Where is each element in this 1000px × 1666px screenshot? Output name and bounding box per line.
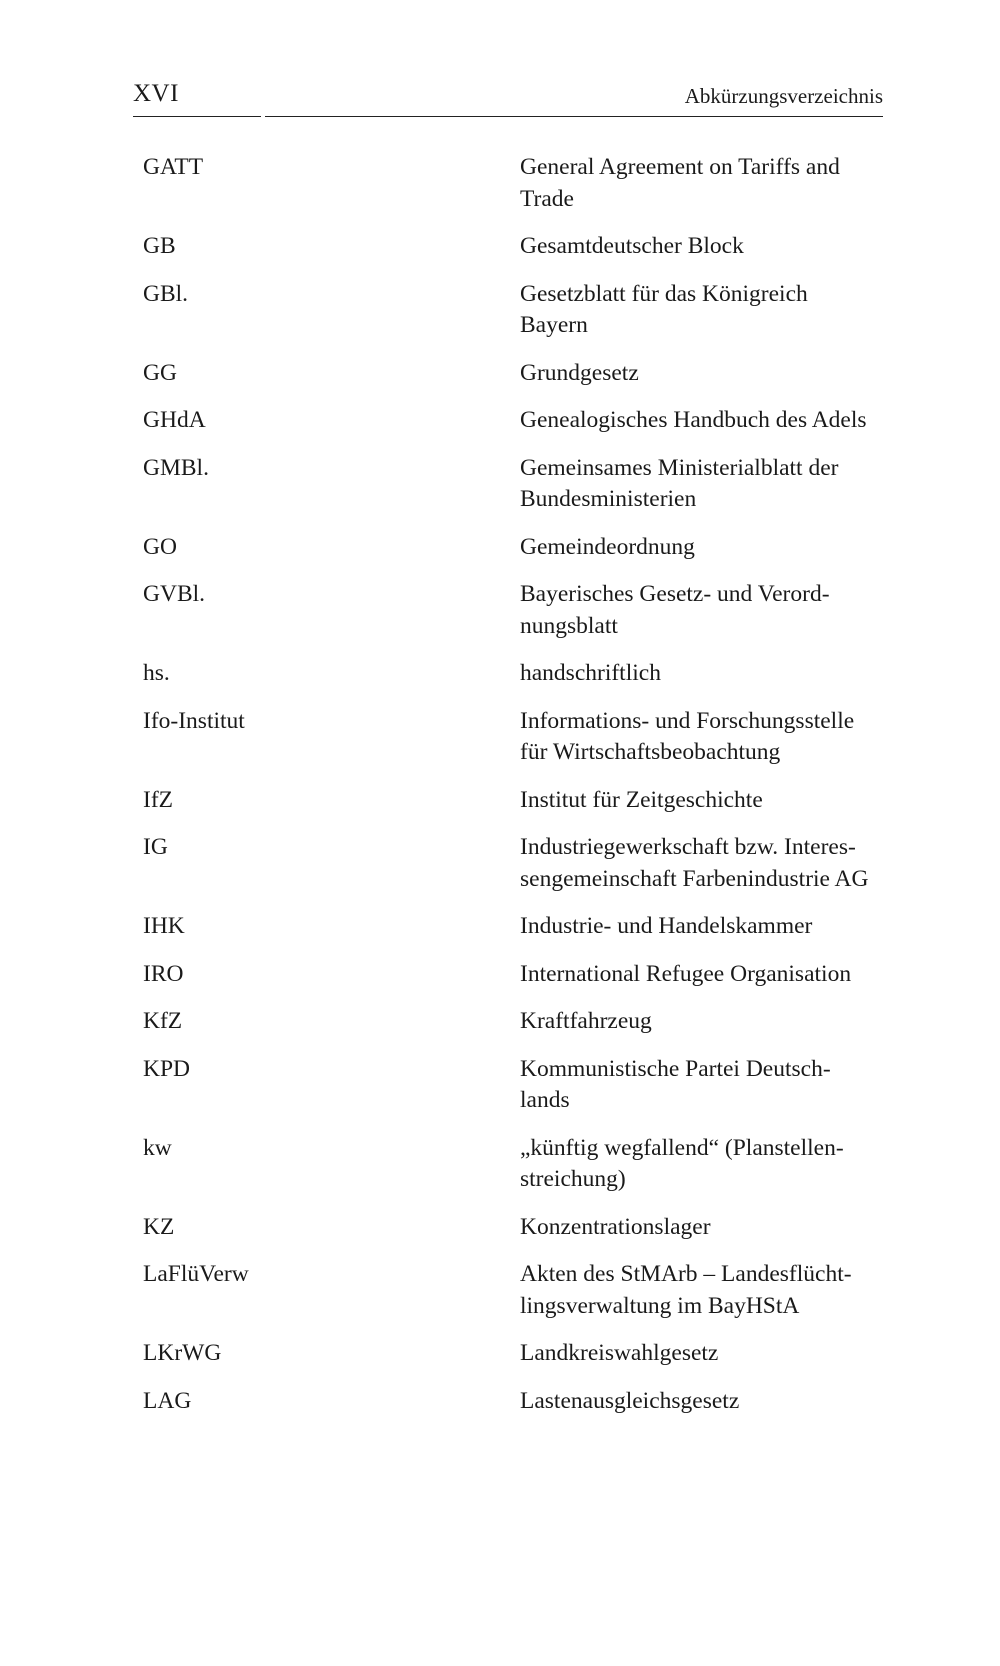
abbreviation-term: KZ [143, 1213, 175, 1240]
abbreviation-term: kw [143, 1134, 172, 1161]
abbreviation-term: IHK [143, 913, 185, 939]
abbreviation-term: GO [143, 533, 177, 560]
abbreviation-definition: Konzentrationslager [520, 1213, 711, 1240]
abbreviation-definition: Informations- und Forschungsstelle für Wirtschaftsbeobachtung [520, 707, 855, 765]
abbreviation-entry [143, 1259, 888, 1322]
abbreviation-definition: Institut für Zeitgeschichte [520, 786, 763, 813]
abbreviation-entry [143, 706, 888, 769]
abbreviation-term: Ifo-Institut [143, 707, 245, 734]
abbreviation-term: GBl. [143, 280, 189, 307]
abbreviation-definition: Landkreiswahlgesetz [520, 1340, 719, 1366]
abbreviation-entry [143, 152, 888, 215]
abbreviation-entry [143, 1133, 888, 1196]
header-rule-left [133, 116, 261, 117]
abbreviation-entry [143, 405, 888, 437]
abbreviation-entry [143, 231, 888, 263]
abbreviation-entry [143, 358, 888, 390]
abbreviation-term: GHdA [143, 407, 206, 433]
abbreviation-entry [143, 1386, 888, 1418]
abbreviation-entry [143, 911, 888, 943]
abbreviation-definition: handschriftlich [520, 660, 661, 686]
abbreviation-term: IfZ [143, 786, 174, 813]
abbreviation-entry [143, 959, 888, 991]
abbreviation-entry [143, 453, 888, 516]
abbreviation-entry [143, 579, 888, 642]
abbreviation-term: GATT [143, 154, 204, 180]
abbreviation-term: GG [143, 359, 177, 386]
abbreviation-entry [143, 1338, 888, 1370]
abbreviation-definition: Gemeinsames Ministerialblatt der Bundesministerien [520, 454, 839, 512]
abbreviation-definition: Industriegewerkschaft bzw. Interes- sengemeinschaft Farbenindustrie AG [520, 834, 869, 892]
abbreviation-definition: Bayerisches Gesetz- und Verord- nungsblatt [520, 581, 830, 639]
abbreviation-definition: Industrie- und Handelskammer [520, 913, 813, 939]
abbreviation-definition: International Refugee Organisation [520, 960, 852, 987]
running-title: Abkürzungsverzeichnis [684, 84, 883, 108]
abbreviation-entry [143, 658, 888, 690]
abbreviation-definition: Kommunistische Partei Deutsch- lands [520, 1055, 831, 1113]
page-header [133, 78, 883, 118]
page-number: XVI [133, 80, 179, 107]
abbreviation-definition: Genealogisches Handbuch des Adels [520, 407, 867, 433]
abbreviation-definition: Gesetzblatt für das Königreich Bayern [520, 280, 808, 338]
abbreviation-definition: „künftig wegfallend“ (Planstellen- streichung) [520, 1134, 844, 1192]
abbreviation-entry [143, 832, 888, 895]
abbreviation-term: KfZ [143, 1008, 183, 1034]
header-rule-right [265, 116, 883, 117]
abbreviation-definition: Grundgesetz [520, 359, 639, 386]
abbreviation-term: LAG [143, 1387, 192, 1414]
abbreviation-entry [143, 279, 888, 342]
abbreviation-definition: Lastenausgleichsgesetz [520, 1387, 740, 1414]
abbreviation-term: IG [143, 834, 168, 860]
abbreviation-term: LKrWG [143, 1340, 222, 1366]
abbreviation-entry [143, 532, 888, 564]
abbreviation-entry [143, 1006, 888, 1038]
abbreviation-entry [143, 1054, 888, 1117]
abbreviation-entry [143, 785, 888, 817]
abbreviation-definition: Kraftfahrzeug [520, 1008, 652, 1034]
abbreviation-term: GMBl. [143, 454, 209, 481]
abbreviation-definition: Akten des StMArb – Landesflücht- lingsverwaltung im BayHStA [520, 1261, 852, 1319]
abbreviation-definition: Gesamtdeutscher Block [520, 233, 744, 259]
abbreviation-term: KPD [143, 1055, 191, 1082]
abbreviation-term: GB [143, 233, 176, 259]
abbreviation-term: LaFlüVerw [143, 1261, 249, 1287]
abbreviation-entry [143, 1212, 888, 1244]
abbreviation-definition: Gemeindeordnung [520, 533, 695, 560]
abbreviation-definition: General Agreement on Tariffs and Trade [520, 154, 840, 212]
abbreviation-term: hs. [143, 660, 170, 686]
abbreviation-term: IRO [143, 960, 184, 987]
abbreviation-term: GVBl. [143, 581, 206, 607]
abbreviation-list [143, 152, 888, 1433]
